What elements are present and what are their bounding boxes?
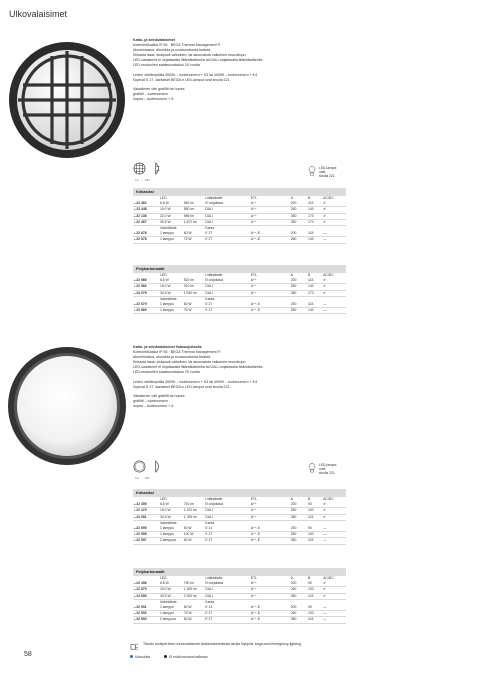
table-cell: A⁺⁺ (250, 581, 290, 587)
column-header: ETL (250, 497, 257, 501)
table-cell: 200 (290, 502, 307, 508)
column-header: Kanta (205, 226, 215, 231)
article-number: ● 22 566 (133, 278, 159, 284)
desc-line: Alumiinivalua, alumiinia ja ruostumatonta terästä (133, 355, 211, 360)
article-number: ● 22 136 (133, 213, 159, 219)
table-cell: 100 W (183, 532, 205, 538)
table-cell: — (322, 302, 346, 308)
product-1-description (133, 38, 333, 102)
table-cell: 985 lm (183, 213, 205, 219)
article-number: ● 22 596 (133, 532, 159, 538)
table-cell: ✔ (322, 284, 346, 290)
table-cell: 1 lamppu (159, 231, 183, 237)
product-heading: Katto- ja seinävalaisimet (133, 38, 175, 42)
column-header: A (290, 273, 293, 277)
table-cell: ✔ (322, 581, 346, 587)
table-cell: 15.0 W (159, 284, 183, 290)
table-cell: 1 lamppu (159, 308, 183, 314)
table-cell: DALI (204, 593, 249, 599)
table-cell: E 27 (204, 231, 249, 237)
table-cell: — (322, 532, 346, 538)
table-cell: 1 lamppu (159, 302, 183, 308)
column-header: Kanta (205, 520, 215, 525)
led-bulb-icon (308, 463, 316, 473)
led-note-line: sivulla 221. (319, 174, 336, 179)
table-cell: 140 (307, 308, 322, 314)
article-number: ● 22 578 (133, 237, 159, 243)
led-lamp-note (308, 463, 336, 476)
table-cell: 1 305 lm (183, 587, 205, 593)
table-cell: ✔ (322, 219, 346, 225)
table-cell: ✔ (322, 207, 346, 213)
spec-table-grid (133, 196, 346, 244)
emergency-lighting-icon (130, 642, 139, 651)
table-cell: 90 (307, 581, 322, 587)
table-cell: A⁺⁺-E (250, 605, 290, 611)
spec-table (133, 188, 346, 244)
table-cell: 15.0 W (159, 508, 183, 514)
desc-line: LED-valaisimet ei ohjattavalla liitäntälaitteella tai DALI-ohjattavalla liitäntälaitteella (133, 58, 263, 63)
column-header: A (290, 497, 293, 501)
table-cell: — (322, 538, 346, 544)
desc-line: Kotelointiluokka IP 65 · BEGA Thermal Management ® (133, 350, 221, 355)
column-header: ETL (250, 576, 257, 580)
desc-line: Alumiinivalua, alumiinia ja ruostumatonta terästä (133, 48, 211, 53)
table-cell: A⁺⁺ (250, 593, 290, 599)
table-title: Polykarbonaatti (133, 265, 346, 273)
table-cell: 6.8 W (159, 201, 183, 207)
table-cell: A⁺⁺-E (250, 231, 290, 237)
article-number: ● 22 676 (133, 231, 159, 237)
table-cell: A⁺⁺-E (250, 617, 290, 623)
desc-line: LED-moduulien saatavuustakuu 20 vuotta (133, 370, 200, 375)
table-cell: DALI (204, 207, 249, 213)
front-view-round-icon (133, 460, 146, 473)
article-number: ● 22 592 (133, 611, 159, 617)
table-cell: 200 (290, 201, 307, 207)
footer-note-text: Tämän tuoteperheen turvavalaisimet sisäänrakennetulla akulla löytyvät: bega.com/emergency-lighting (143, 642, 301, 646)
table-cell: 1 785 lm (183, 514, 205, 520)
table-cell: ✔ (322, 587, 346, 593)
article-number: ● 22 584 (133, 284, 159, 290)
desc-line: LED-valaisimet ei ohjattavalla liitäntälaitteella tai DALI-ohjattavalla liitäntälaitteella (133, 365, 263, 370)
article-number: ● 22 595 (133, 526, 159, 532)
table-cell: — (322, 611, 346, 617)
product-2-description (133, 345, 333, 409)
table-cell: DALI (204, 284, 249, 290)
desc-line: Leden värilämpötila 3000K – tuotenumero + K3 tai 4000K – tuotenumero + K4 (133, 379, 258, 384)
table-row (133, 308, 346, 314)
table-cell: 520 lm (183, 278, 205, 284)
led-note-line: ovat (319, 170, 326, 175)
table-cell: A⁺⁺ (250, 502, 290, 508)
desc-line: Valaisimen väri grafiitti tai hopea (133, 393, 185, 398)
table-cell: 15.0 W (159, 587, 183, 593)
table-cell: 140 (307, 237, 322, 243)
desc-line: grafiitti – tuotenumero (133, 398, 168, 403)
table-cell: 350 (290, 538, 307, 544)
front-view-grid-icon (133, 162, 146, 175)
table-cell: A⁺⁺ (250, 278, 290, 284)
table-cell: 100 (307, 532, 322, 538)
column-header: AC/DC (323, 273, 334, 277)
column-header: Liitäntälaite (205, 196, 223, 200)
footer-note (130, 642, 301, 651)
column-header: A (290, 576, 293, 580)
led-bulb-icon (308, 166, 316, 176)
article-number: ● 22 593 (133, 617, 159, 623)
table-cell: 60 W (183, 605, 205, 611)
table-cell: 6.8 W (159, 581, 183, 587)
column-header: Liitäntälaite (205, 497, 223, 501)
led-note-line: ovat (319, 467, 326, 472)
table-cell: 30.5 W (159, 514, 183, 520)
spec-table (133, 265, 346, 314)
table-cell: 260 (290, 308, 307, 314)
article-number: ● 22 455 (133, 502, 159, 508)
legend-label: Ei enää mukana kalliossa (169, 655, 208, 659)
table-cell: ✔ (322, 290, 346, 296)
table-cell: 1 lamppu (159, 605, 183, 611)
table-cell: 2 lamppua (159, 617, 183, 623)
column-header: ETL (250, 196, 257, 200)
column-header: LED (159, 576, 167, 580)
table-cell: — (322, 605, 346, 611)
table-cell: A⁺⁺-E (250, 237, 290, 243)
legend-item-new (130, 655, 150, 659)
table-cell: DALI (204, 514, 249, 520)
spec-table-grid (133, 273, 346, 314)
column-header: A (290, 196, 293, 200)
article-number: ● 22 679 (133, 302, 159, 308)
side-view-icon (152, 162, 165, 175)
column-header: Liitäntälaite (205, 273, 223, 277)
page-number: 58 (24, 651, 32, 658)
article-number: ● 22 448 (133, 207, 159, 213)
led-note-line: LED-lamput (319, 166, 337, 170)
desc-line: hopea – tuotenumero + A (133, 96, 174, 101)
table-cell: 15.0 W (159, 207, 183, 213)
table-cell: DALI (204, 290, 249, 296)
desc-line: LED-moduulien saatavuustakuu 20 vuotta (133, 63, 200, 68)
table-cell: A⁺⁺-E (250, 526, 290, 532)
product-heading: Katto- ja seinävalaisimet lisäsuojuksella (133, 345, 202, 349)
table-cell: 75 W (183, 237, 205, 243)
side-view-icon (152, 460, 165, 473)
table-cell: 1 lamppu (159, 526, 183, 532)
black-dot-icon (164, 655, 167, 658)
table-cell: A⁺⁺ (250, 508, 290, 514)
led-lamp-note (308, 166, 336, 179)
table-cell: E 14 (204, 605, 249, 611)
table-cell: ✔ (322, 213, 346, 219)
table-cell: 200 (290, 581, 307, 587)
table-cell: A⁺⁺-E (250, 538, 290, 544)
desc-line: Sopivat E 27 -kantaiset BEGA:n LED-lamput ovat sivulla 221. (133, 77, 231, 82)
table-cell: 170 (307, 290, 322, 296)
table-cell: 140 (307, 207, 322, 213)
table-cell: A⁺⁺-E (250, 302, 290, 308)
table-cell: 1 220 lm (183, 508, 205, 514)
article-number: ● 22 597 (133, 538, 159, 544)
column-header: AC/DC (323, 576, 334, 580)
table-cell: Ei ohjattava (204, 201, 249, 207)
table-title: Kirkaslasi (133, 489, 346, 497)
table-cell: A⁺⁺ (250, 219, 290, 225)
desc-line: hopea – tuotenumero + A (133, 403, 174, 408)
table-cell: 350 (290, 219, 307, 225)
table-cell: 200 (290, 605, 307, 611)
table-cell: 260 (290, 508, 307, 514)
table-cell: 115 (307, 302, 322, 308)
spec-table (133, 568, 346, 624)
desc-line: Valaisimen väri grafiitti tai hopea (133, 86, 185, 91)
table-cell: 30.5 W (159, 290, 183, 296)
table-cell: ✔ (322, 508, 346, 514)
table-cell: ✔ (322, 502, 346, 508)
table-cell: E 27 (204, 302, 249, 308)
table-cell: — (322, 308, 346, 314)
table-title: Kirkaslasi (133, 188, 346, 196)
table-cell: 60 W (183, 302, 205, 308)
blue-dot-icon (130, 655, 133, 658)
table-cell: 30.5 W (159, 219, 183, 225)
section-title: Ulkovalaisimet (9, 9, 68, 19)
table-cell: E 27 (204, 617, 249, 623)
desc-line: Kirkasta lasia, sisäpuoli valkoinen, tai akurmaista valkoinen muovikupu (133, 53, 246, 58)
table-cell: A⁺⁺-E (250, 308, 290, 314)
drawing-labels: I A · · · I B I (135, 476, 151, 480)
column-header: Valonlähde (159, 296, 177, 301)
spec-table-grid (133, 576, 346, 624)
table-cell: 910 lm (183, 284, 205, 290)
article-number: ● 22 467 (133, 219, 159, 225)
table-cell: A⁺⁺ (250, 514, 290, 520)
column-header: LED (159, 273, 167, 277)
article-number: ● 22 860 (133, 308, 159, 314)
table-cell: 560 lm (183, 201, 205, 207)
column-header: Kanta (205, 599, 215, 604)
table-cell: 115 (307, 538, 322, 544)
table-cell: 740 lm (183, 502, 205, 508)
table-cell: 60 W (183, 231, 205, 237)
column-header: B (308, 497, 311, 501)
table-cell: 260 (290, 611, 307, 617)
table-cell: 260 (290, 207, 307, 213)
table-cell: E 14 (204, 526, 249, 532)
column-header: AC/DC (323, 196, 334, 200)
table-cell: 1 lamppu (159, 237, 183, 243)
table-cell: ✔ (322, 201, 346, 207)
table-cell: 6.8 W (159, 502, 183, 508)
led-note-line: sivulla 221. (319, 471, 336, 476)
table-cell: 75 W (183, 308, 205, 314)
column-header: B (308, 273, 311, 277)
table-cell: E 27 (204, 308, 249, 314)
table-cell: A⁺⁺ (250, 213, 290, 219)
table-cell: 60 W (183, 538, 205, 544)
table-cell: DALI (204, 587, 249, 593)
table-cell: — (322, 231, 346, 237)
table-cell: 90 (307, 502, 322, 508)
led-note-line: LED-lamput (319, 463, 337, 467)
table-cell: E 27 (204, 237, 249, 243)
table-cell: A⁺⁺ (250, 201, 290, 207)
table-cell: 75 W (183, 611, 205, 617)
table-cell: 115 (307, 514, 322, 520)
legend-item-discontinued (164, 655, 207, 659)
table-cell: A⁺⁺ (250, 207, 290, 213)
table-cell: 1 540 lm (183, 290, 205, 296)
drawing-labels: I A · · · I B I (135, 178, 151, 182)
column-header: LED (159, 497, 167, 501)
table-cell: Ei ohjattava (204, 581, 249, 587)
article-number: ● 22 570 (133, 587, 159, 593)
article-number: ● 22 456 (133, 581, 159, 587)
legend-label: Uutuuksia (135, 655, 151, 659)
table-cell: 1 670 lm (183, 219, 205, 225)
column-header: LED (159, 196, 167, 200)
table-row (133, 617, 346, 623)
table-cell: ✔ (322, 514, 346, 520)
product-2-drawings (133, 460, 165, 473)
table-cell: 350 (290, 593, 307, 599)
table-cell: 170 (307, 213, 322, 219)
table-cell: 115 (307, 593, 322, 599)
column-header: Kanta (205, 296, 215, 301)
table-cell: 115 (307, 617, 322, 623)
table-cell: 750 lm (183, 581, 205, 587)
table-cell: 60 W (183, 617, 205, 623)
desc-line: Kirkasta lasia, sisäpuoli valkoinen, tai akurmaista valkoinen muovikupu (133, 360, 246, 365)
table-cell: Ei ohjattava (204, 278, 249, 284)
table-cell: ✔ (322, 593, 346, 599)
desc-line: Kotelointiluokka IP 65 · BEGA Thermal Management ® (133, 43, 221, 48)
table-cell: 260 (290, 532, 307, 538)
spec-table (133, 489, 346, 545)
article-number: ● 22 470 (133, 508, 159, 514)
column-header: ETL (250, 273, 257, 277)
table-cell: 30.5 W (159, 593, 183, 599)
desc-line: Sopivat E 27 -kantaiset BEGA:n LED-lamput ovat sivulla 221. (133, 384, 231, 389)
table-cell: — (322, 617, 346, 623)
desc-line: Leden värilämpötila 3000K – tuotenumero + K3 tai 4000K – tuotenumero + K4 (133, 72, 258, 77)
table-cell: 200 (290, 231, 307, 237)
table-cell: A⁺⁺ (250, 587, 290, 593)
table-cell: A⁺⁺-E (250, 611, 290, 617)
article-number: ● 22 591 (133, 605, 159, 611)
table-cell: A⁺⁺-E (250, 532, 290, 538)
table-cell: 1 lamppu (159, 532, 183, 538)
table-cell: 115 (307, 278, 322, 284)
table-row (133, 237, 346, 243)
table-cell: E 27 (204, 611, 249, 617)
table-cell: 850 lm (183, 207, 205, 213)
product-1-drawings (133, 162, 165, 175)
table-cell: 260 (290, 284, 307, 290)
column-header: Valonlähde (159, 226, 177, 231)
table-cell: 350 (290, 213, 307, 219)
table-cell: 115 (307, 231, 322, 237)
product-photo-grid-luminaire (7, 40, 128, 161)
table-cell: 100 (307, 508, 322, 514)
product-photo-round-luminaire (7, 346, 128, 467)
article-number: ● 24 081 (133, 514, 159, 520)
table-cell: 115 (307, 201, 322, 207)
table-cell: 140 (307, 284, 322, 290)
table-cell: E 27 (204, 532, 249, 538)
table-cell: 2 lamppua (159, 538, 183, 544)
table-cell: 6.8 W (159, 278, 183, 284)
table-cell: 22.0 W (159, 213, 183, 219)
table-cell: 260 (290, 587, 307, 593)
table-cell: 170 (307, 219, 322, 225)
article-number: ● 24 079 (133, 290, 159, 296)
table-cell: 100 (307, 587, 322, 593)
table-cell: 90 (307, 526, 322, 532)
table-cell: A⁺⁺ (250, 290, 290, 296)
table-cell: E 27 (204, 538, 249, 544)
table-cell: 350 (290, 290, 307, 296)
table-cell: A⁺⁺ (250, 284, 290, 290)
table-title: Polykarbonaatti (133, 568, 346, 576)
table-cell: 1 lamppu (159, 611, 183, 617)
table-cell: Ei ohjattava (204, 502, 249, 508)
desc-line: grafiitti – tuotenumero (133, 91, 168, 96)
column-header: AC/DC (323, 497, 334, 501)
table-cell: 60 W (183, 526, 205, 532)
column-header: B (308, 196, 311, 200)
table-cell: DALI (204, 219, 249, 225)
spec-table-grid (133, 497, 346, 545)
table-cell: 100 (307, 611, 322, 617)
table-cell: — (322, 526, 346, 532)
column-header: Liitäntälaite (205, 576, 223, 580)
table-cell: 200 (290, 302, 307, 308)
table-cell: DALI (204, 508, 249, 514)
table-cell: 200 (290, 278, 307, 284)
article-number: ● 24 080 (133, 593, 159, 599)
table-cell: 350 (290, 514, 307, 520)
table-cell: 200 (290, 526, 307, 532)
column-header: B (308, 576, 311, 580)
table-cell: 260 (290, 237, 307, 243)
table-cell: 350 (290, 617, 307, 623)
table-cell: — (322, 237, 346, 243)
table-row (133, 538, 346, 544)
article-number: ● 22 462 (133, 201, 159, 207)
table-cell: 90 (307, 605, 322, 611)
column-header: Valonlähde (159, 520, 177, 525)
legend (130, 655, 208, 659)
table-cell: ✔ (322, 278, 346, 284)
table-cell: 2 250 lm (183, 593, 205, 599)
column-header: Valonlähde (159, 599, 177, 604)
table-cell: DALI (204, 213, 249, 219)
